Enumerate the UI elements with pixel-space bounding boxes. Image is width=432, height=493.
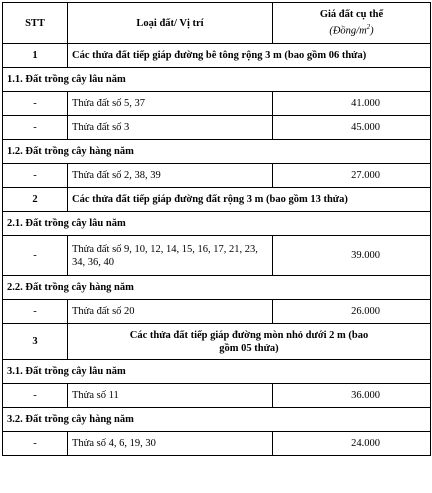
land-price-table [2, 2, 431, 456]
row-stt: - [3, 116, 68, 140]
row-stt: - [3, 92, 68, 116]
row-stt: - [3, 384, 68, 408]
group-row [3, 68, 431, 92]
row-location: Thửa đất số 3 [68, 116, 273, 140]
row-price: 24.000 [273, 432, 431, 456]
group-row [3, 276, 431, 300]
section-title: Các thửa đất tiếp giáp đường mòn nhỏ dưới 2 m (bao gồm 05 thửa) [68, 324, 431, 360]
row-location: Thửa đất số 2, 38, 39 [68, 164, 273, 188]
group-title: 2.2. Đất trồng cây hàng năm [3, 276, 431, 300]
row-location: Thửa số 11 [68, 384, 273, 408]
section-row [3, 188, 431, 212]
group-title: 3.2. Đất trồng cây hàng năm [3, 408, 431, 432]
row-price: 36.000 [273, 384, 431, 408]
row-price: 27.000 [273, 164, 431, 188]
group-title: 1.2. Đất trồng cây hàng năm [3, 140, 431, 164]
header-price [273, 3, 431, 44]
section-stt: 2 [3, 188, 68, 212]
row-location: Thửa đất số 9, 10, 12, 14, 15, 16, 17, 21, 23, 34, 36, 40 [68, 236, 273, 276]
table-row [3, 164, 431, 188]
group-title: 2.1. Đất trồng cây lâu năm [3, 212, 431, 236]
table-row [3, 92, 431, 116]
group-row [3, 140, 431, 164]
section-title: Các thửa đất tiếp giáp đường bê tông rộng 3 m (bao gồm 06 thửa) [68, 44, 431, 68]
section-row [3, 44, 431, 68]
group-title: 3.1. Đất trồng cây lâu năm [3, 360, 431, 384]
group-title: 1.1. Đất trồng cây lâu năm [3, 68, 431, 92]
table-row [3, 432, 431, 456]
group-row [3, 408, 431, 432]
group-row [3, 212, 431, 236]
header-location: Loại đất/ Vị trí [68, 3, 273, 44]
row-price: 26.000 [273, 300, 431, 324]
section-stt: 3 [3, 324, 68, 360]
row-stt: - [3, 432, 68, 456]
row-price: 41.000 [273, 92, 431, 116]
row-stt: - [3, 300, 68, 324]
section-stt: 1 [3, 44, 68, 68]
header-price-label: Giá đất cụ thể [319, 9, 384, 21]
section-title: Các thửa đất tiếp giáp đường đất rộng 3 m (bao gồm 13 thửa) [68, 188, 431, 212]
header-price-unit: $(Đồng/m^2)$ [329, 23, 374, 37]
group-row [3, 360, 431, 384]
row-stt: - [3, 236, 68, 276]
table-row [3, 116, 431, 140]
header-stt: STT [3, 3, 68, 44]
header-row [3, 3, 431, 44]
table-row [3, 300, 431, 324]
row-location: Thửa số 4, 6, 19, 30 [68, 432, 273, 456]
table-row [3, 384, 431, 408]
section-row [3, 324, 431, 360]
row-location: Thửa đất số 20 [68, 300, 273, 324]
row-location: Thửa đất số 5, 37 [68, 92, 273, 116]
row-stt: - [3, 164, 68, 188]
row-price: 45.000 [273, 116, 431, 140]
table-row [3, 236, 431, 276]
row-price: 39.000 [273, 236, 431, 276]
